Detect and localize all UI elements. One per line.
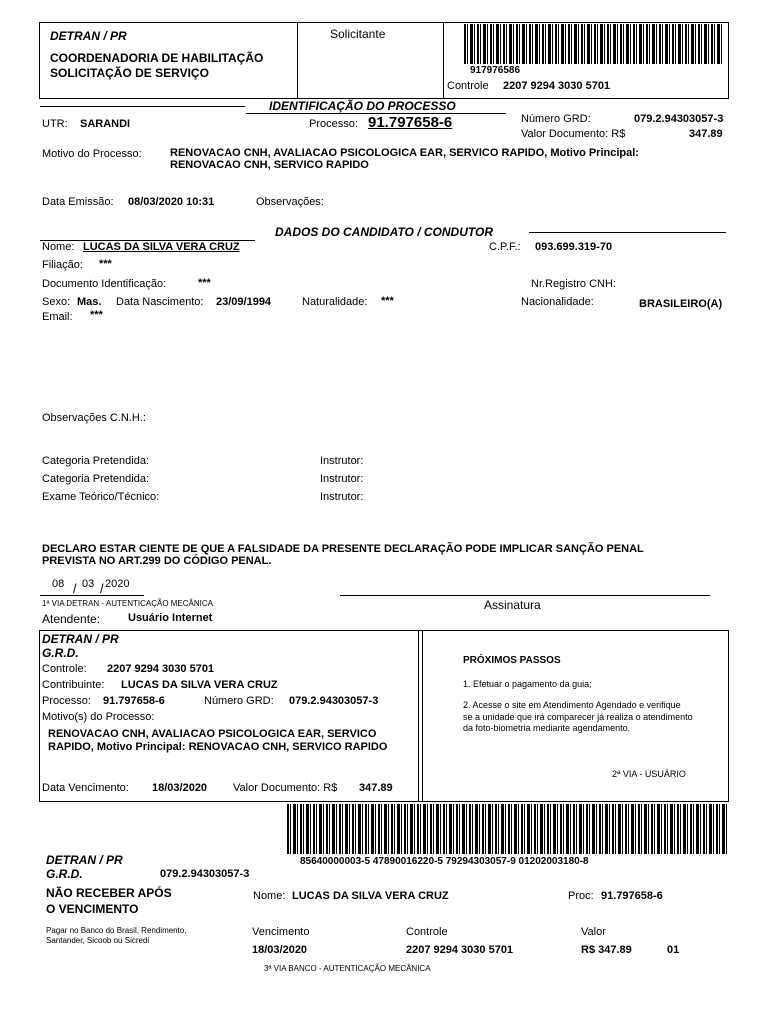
observacoes-cnh-label: Observações C.N.H.: bbox=[42, 412, 146, 424]
processo-section-title: IDENTIFICAÇÃO DO PROCESSO bbox=[269, 99, 456, 113]
grd-valor-label: Valor Documento: R$ bbox=[233, 782, 338, 794]
emissao-value: 08/03/2020 10:31 bbox=[128, 196, 215, 208]
naturalidade-value: *** bbox=[381, 295, 394, 307]
date-month: 03 bbox=[82, 578, 95, 590]
step-1: 1. Efetuar o pagamento da guia; bbox=[463, 679, 592, 689]
sexo-label: Sexo: bbox=[42, 296, 71, 308]
via3-label: 3ª VIA BANCO - AUTENTICAÇÃO MECÂNICA bbox=[264, 964, 431, 973]
grd-value: 079.2.94303057-3 bbox=[634, 113, 724, 125]
instrutor-2-label: Instrutor: bbox=[320, 473, 364, 485]
bank-vencimento-value: 18/03/2020 bbox=[252, 944, 308, 956]
sexo-value: Mas. bbox=[77, 296, 102, 308]
date-year: 2020 bbox=[105, 578, 130, 590]
step-2-line1: 2. Acesse o site em Atendimento Agendado e verifique bbox=[463, 700, 681, 710]
via1-label: 1ª VIA DETRAN - AUTENTICAÇÃO MECÂNICA bbox=[42, 599, 213, 608]
assinatura-label: Assinatura bbox=[484, 598, 541, 612]
bank-proc-label: Proc: bbox=[568, 890, 594, 902]
bank-nome-label: Nome: bbox=[253, 890, 286, 902]
email-value: *** bbox=[90, 309, 103, 321]
bank-warning-line1: NÃO RECEBER APÓS bbox=[46, 886, 172, 900]
header-org: DETRAN / PR bbox=[50, 29, 127, 43]
grd-numero-value: 079.2.94303057-3 bbox=[289, 695, 379, 707]
grd-contribuinte-label: Contribuinte: bbox=[42, 679, 105, 691]
grd-valor-value: 347.89 bbox=[359, 782, 393, 794]
top-barcode-number: 917976586 bbox=[470, 65, 521, 76]
instrutor-3-label: Instrutor: bbox=[320, 491, 364, 503]
categoria-1-label: Categoria Pretendida: bbox=[42, 455, 150, 467]
bank-org: DETRAN / PR bbox=[46, 853, 123, 867]
grd-controle-label: Controle: bbox=[42, 663, 87, 675]
date-day: 08 bbox=[52, 578, 65, 590]
valor-label: Valor Documento: R$ bbox=[521, 128, 626, 140]
bank-warning-line2: O VENCIMENTO bbox=[46, 902, 139, 916]
bank-parcela: 01 bbox=[667, 944, 680, 956]
bank-controle-label: Controle bbox=[406, 926, 448, 938]
grd-vencimento-value: 18/03/2020 bbox=[152, 782, 208, 794]
observacoes-label: Observações: bbox=[256, 196, 324, 208]
header-divider-1 bbox=[297, 23, 298, 98]
motivo-label: Motivo do Processo: bbox=[42, 148, 142, 160]
utr-label: UTR: bbox=[42, 118, 68, 130]
grd-divider-b bbox=[422, 631, 423, 801]
header-controle-value: 2207 9294 3030 5701 bbox=[503, 80, 611, 92]
grd-contribuinte-value: LUCAS DA SILVA VERA CRUZ bbox=[121, 679, 278, 691]
processo-value: 91.797658-6 bbox=[368, 114, 453, 131]
bank-valor-value: R$ 347.89 bbox=[581, 944, 632, 956]
registro-cnh-label: Nr.Registro CNH: bbox=[531, 278, 616, 290]
processo-label: Processo: bbox=[309, 118, 358, 130]
bank-title: G.R.D. bbox=[46, 867, 83, 881]
bank-pagar-line1: Pagar no Banco do Brasil, Rendimento, bbox=[46, 926, 187, 935]
candidato-line-right bbox=[529, 232, 726, 233]
valor-value: 347.89 bbox=[689, 128, 723, 140]
atendente-label: Atendente: bbox=[42, 612, 101, 626]
bank-controle-value: 2207 9294 3030 5701 bbox=[406, 944, 514, 956]
nome-label: Nome: bbox=[42, 241, 75, 253]
naturalidade-label: Naturalidade: bbox=[302, 296, 368, 308]
bank-vencimento-label: Vencimento bbox=[252, 926, 310, 938]
bank-proc-value: 91.797658-6 bbox=[601, 890, 663, 902]
date-slash-1: / bbox=[73, 581, 77, 596]
grd-motivos-line1: RENOVACAO CNH, AVALIACAO PSICOLOGICA EAR, SERVICO bbox=[48, 728, 377, 740]
documento-label: Documento Identificação: bbox=[42, 278, 167, 290]
categoria-2-label: Categoria Pretendida: bbox=[42, 473, 150, 485]
section-line-left bbox=[40, 106, 245, 107]
grd-divider-a bbox=[418, 631, 419, 801]
grd-numero-label: Número GRD: bbox=[204, 695, 274, 707]
solicitante-label: Solicitante bbox=[330, 27, 386, 41]
step-2-line2: se a unidade que irá comparecer já realiza o atendimento bbox=[463, 712, 693, 722]
motivo-line2: RENOVACAO CNH, SERVICO RAPIDO bbox=[170, 159, 369, 171]
nacionalidade-value: BRASILEIRO(A) bbox=[639, 298, 723, 310]
header-line2: SOLICITAÇÃO DE SERVIÇO bbox=[50, 66, 209, 80]
date-line bbox=[40, 595, 144, 596]
declaracao-line1: DECLARO ESTAR CIENTE DE QUE A FALSIDADE DA PRESENTE DECLARAÇÃO PODE IMPLICAR SANÇÃO PENAL bbox=[42, 543, 644, 555]
header-controle-label: Controle bbox=[447, 80, 489, 92]
nascimento-value: 23/09/1994 bbox=[216, 296, 272, 308]
grd-controle-value: 2207 9294 3030 5701 bbox=[107, 663, 215, 675]
declaracao-line2: PREVISTA NO ART.299 DO CÓDIGO PENAL. bbox=[42, 555, 272, 567]
grd-processo-value: 91.797658-6 bbox=[103, 695, 165, 707]
atendente-value: Usuário Internet bbox=[128, 612, 213, 624]
bank-valor-label: Valor bbox=[581, 926, 606, 938]
proximos-passos-title: PRÓXIMOS PASSOS bbox=[463, 655, 561, 666]
grd-org: DETRAN / PR bbox=[42, 632, 119, 646]
filiacao-label: Filiação: bbox=[42, 259, 83, 271]
via2-label: 2ª VIA - USUÁRIO bbox=[612, 769, 686, 779]
cpf-value: 093.699.319-70 bbox=[535, 241, 613, 253]
grd-motivos-line2: RAPIDO, Motivo Principal: RENOVACAO CNH, SERVICO RAPIDO bbox=[48, 741, 388, 753]
nacionalidade-label: Nacionalidade: bbox=[521, 296, 594, 308]
bank-grd-value: 079.2.94303057-3 bbox=[160, 868, 250, 880]
date-slash-2: / bbox=[100, 581, 104, 596]
bank-barcode-line: 85640000003-5 47890016220-5 79294303057-9 01202003180-8 bbox=[300, 856, 589, 867]
top-barcode bbox=[464, 24, 722, 64]
grd-processo-label: Processo: bbox=[42, 695, 91, 707]
documento-value: *** bbox=[198, 277, 211, 289]
filiacao-value: *** bbox=[99, 258, 112, 270]
grd-vencimento-label: Data Vencimento: bbox=[42, 782, 129, 794]
step-2-line3: da foto-biometria mediante agendamento. bbox=[463, 723, 631, 733]
candidato-section-title: DADOS DO CANDIDATO / CONDUTOR bbox=[275, 225, 494, 239]
assinatura-line bbox=[340, 595, 710, 596]
bank-pagar-line2: Santander, Sicoob ou Sicredi bbox=[46, 936, 150, 945]
exame-label: Exame Teórico/Técnico: bbox=[42, 491, 160, 503]
grd-motivos-label: Motivo(s) do Processo: bbox=[42, 711, 155, 723]
nascimento-label: Data Nascimento: bbox=[116, 296, 204, 308]
bank-barcode bbox=[287, 804, 727, 854]
header-line1: COORDENADORIA DE HABILITAÇÃO bbox=[50, 51, 264, 65]
header-divider-2 bbox=[443, 23, 444, 98]
nome-value: LUCAS DA SILVA VERA CRUZ bbox=[83, 241, 240, 253]
cpf-label: C.P.F.: bbox=[489, 241, 521, 253]
email-label: Email: bbox=[42, 311, 73, 323]
emissao-label: Data Emissão: bbox=[42, 196, 114, 208]
grd-title: G.R.D. bbox=[42, 646, 79, 660]
motivo-line1: RENOVACAO CNH, AVALIACAO PSICOLOGICA EAR, SERVICO RAPIDO, Motivo Principal: bbox=[170, 147, 639, 159]
instrutor-1-label: Instrutor: bbox=[320, 455, 364, 467]
bank-nome-value: LUCAS DA SILVA VERA CRUZ bbox=[292, 890, 449, 902]
grd-label: Número GRD: bbox=[521, 113, 591, 125]
utr-value: SARANDI bbox=[80, 118, 131, 130]
